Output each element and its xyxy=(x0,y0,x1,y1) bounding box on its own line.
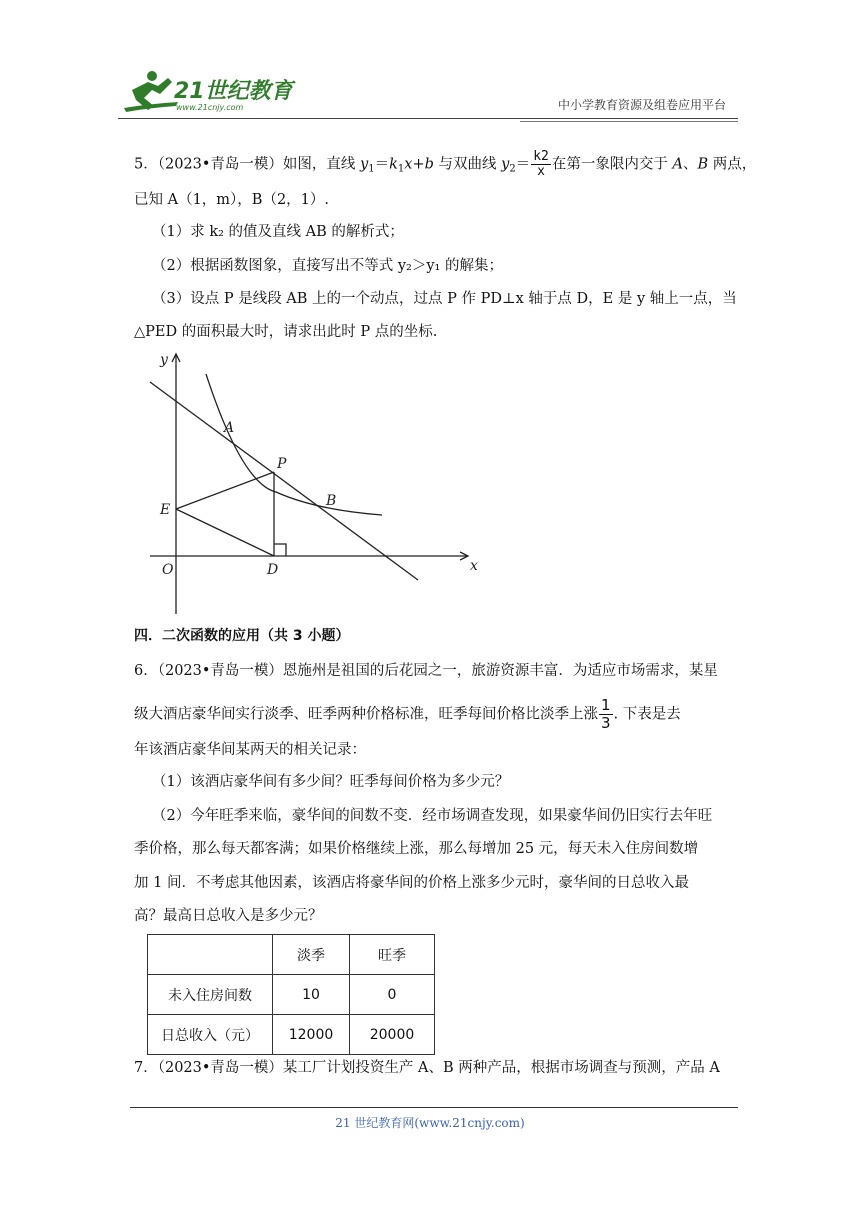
label-d: D xyxy=(267,562,279,578)
q6-part2-line4: 高？最高日总收入是多少元？ xyxy=(134,908,323,924)
label-b: B xyxy=(326,493,337,509)
table-cell: 20000 xyxy=(350,1015,435,1055)
label-origin: O xyxy=(162,562,174,578)
platform-name: 中小学教育资源及组卷应用平台 xyxy=(557,98,726,112)
label-x: x xyxy=(470,558,478,574)
q6-part2-line1: （2）今年旺季来临，豪华间的间数不变．经市场调查发现，如果豪华间仍旧实行去年旺 xyxy=(152,808,713,824)
label-y: y xyxy=(160,352,168,368)
table-cell: 10 xyxy=(273,975,350,1015)
table-cell: 0 xyxy=(350,975,435,1015)
line-ab xyxy=(150,382,418,580)
q5-line2: 已知 A（1，m），B（2，1）. xyxy=(134,192,330,208)
segment-ep xyxy=(176,472,274,509)
logo-subtext: www.21cnjy.com xyxy=(176,103,244,112)
q6-part2-line2: 季价格，那么每天都客满；如果价格继续上涨，那么每增加 25 元，每天未入住房间数增 xyxy=(134,841,699,857)
q5-part1: （1）求 k₂ 的值及直线 AB 的解析式； xyxy=(152,224,404,240)
q5-part3-line1: （3）设点 P 是线段 AB 上的一个动点，过点 P 作 PD⊥x 轴于点 D，E 是 y 轴上一点，当 xyxy=(152,291,737,307)
table-cell: 未入住房间数 xyxy=(148,975,273,1015)
label-e: E xyxy=(160,502,171,518)
segment-ed xyxy=(176,509,274,556)
table-header-cell xyxy=(148,935,273,975)
q6-part1: （1）该酒店豪华间有多少间？旺季每间价格为多少元？ xyxy=(152,774,510,790)
table-row xyxy=(148,975,435,1015)
table-cell: 12000 xyxy=(273,1015,350,1055)
q6-line2: 级大酒店豪华间实行淡季、旺季两种价格标准，旺季每间价格比淡季上涨 $\frac{1}{3}$ . 下表是去 xyxy=(134,696,681,732)
site-logo xyxy=(118,64,298,120)
q5-part2: （2）根据函数图象，直接写出不等式 y₂＞y₁ 的解集； xyxy=(152,258,503,274)
logo-text: 21世纪教育 xyxy=(174,79,293,104)
q6-line1: 6．（2023•青岛一模）恩施州是祖国的后花园之一，旅游资源丰富．为适应市场需求，某星 xyxy=(134,663,718,679)
header-divider-secondary xyxy=(520,121,738,122)
records-table xyxy=(147,934,435,1055)
one-third-fraction: $\frac{1}{3}$ xyxy=(601,696,611,732)
table-header-cell: 旺季 xyxy=(350,935,435,975)
header-divider xyxy=(118,118,738,119)
label-a: A xyxy=(224,420,235,436)
k2-over-x-fraction: $\frac{k2}{x}$ xyxy=(533,149,549,179)
table-header-cell: 淡季 xyxy=(273,935,350,975)
footer-divider xyxy=(130,1107,738,1108)
footer-link[interactable]: 21 世纪教育网(www.21cnjy.com) xyxy=(335,1116,525,1130)
q6-line3: 年该酒店豪华间某两天的相关记录： xyxy=(134,742,366,758)
table-cell: 日总收入（元） xyxy=(148,1015,273,1055)
table-row xyxy=(148,1015,435,1055)
right-angle-mark xyxy=(274,544,286,556)
q5-line1: 5．（2023•青岛一模）如图，直线 $y_1=k_1x+b$ 与双曲线 $y_2=$ $\frac{k2}{x}$ 在第一象限内交于 A、B 两点， xyxy=(134,149,757,179)
table-header-row xyxy=(148,935,435,975)
q5-part3-line2: △PED 的面积最大时，请求出此时 P 点的坐标. xyxy=(134,324,438,340)
q7-line1: 7．（2023•青岛一模）某工厂计划投资生产 A、B 两种产品，根据市场调查与预测，产品 A xyxy=(134,1060,720,1076)
hyperbola xyxy=(206,374,382,515)
label-p: P xyxy=(277,456,287,472)
section-heading: 四．二次函数的应用（共 3 小题） xyxy=(134,628,350,644)
q6-part2-line3: 加 1 间．不考虑其他因素，该酒店将豪华间的价格上涨多少元时，豪华间的日总收入最 xyxy=(134,875,689,891)
function-graph xyxy=(146,344,486,620)
